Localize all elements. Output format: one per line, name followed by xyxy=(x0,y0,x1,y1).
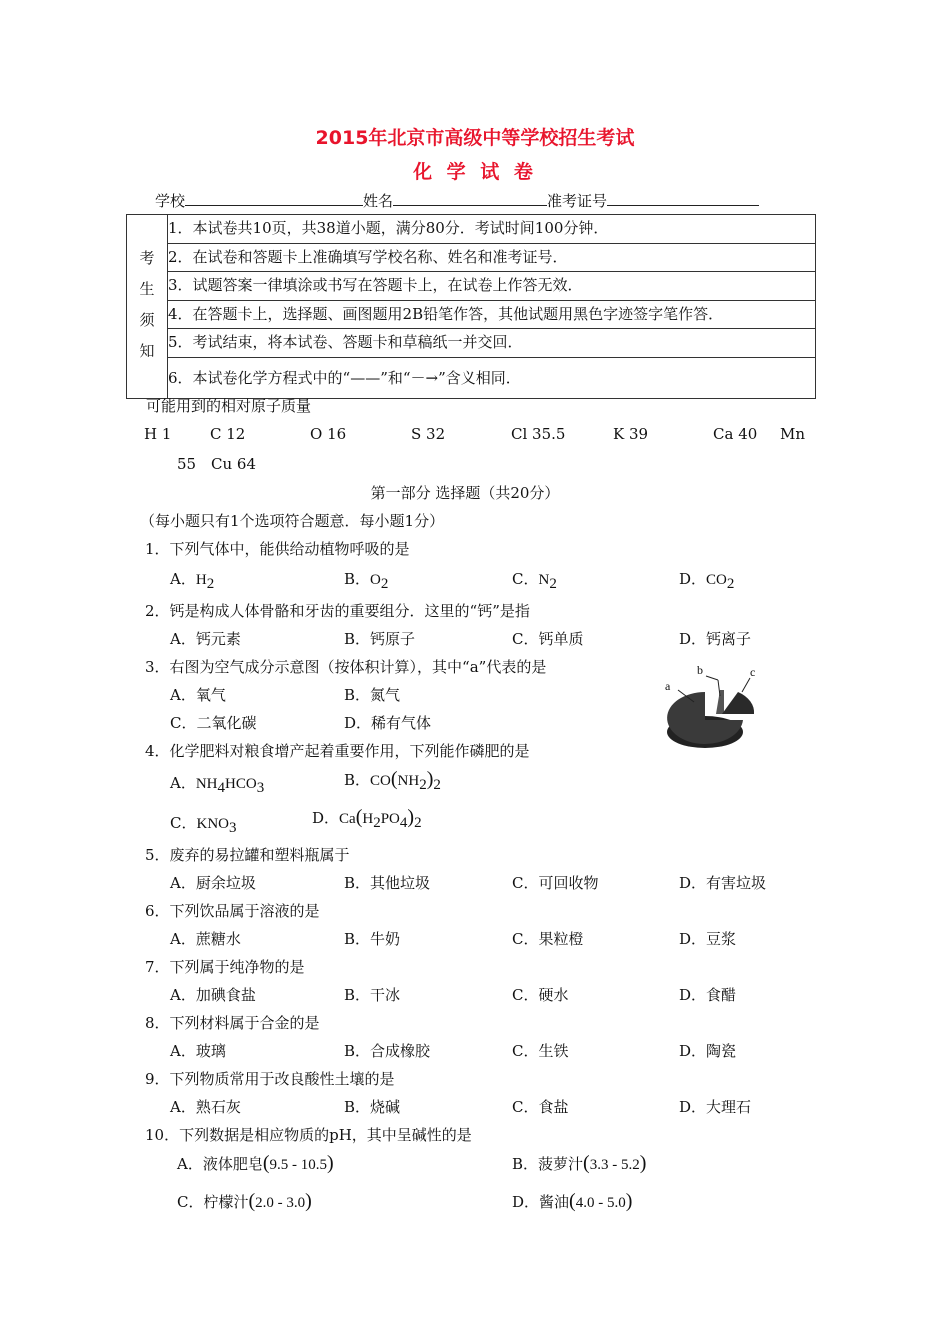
option-d[interactable]: D．陶瓷 xyxy=(679,1042,737,1060)
option-d[interactable]: D．$CO_2$ xyxy=(679,570,735,592)
part1-note: （每小题只有1个选项符合题意．每小题1分） xyxy=(140,512,445,530)
question-stem: 2．钙是构成人体骨骼和牙齿的重要组分．这里的“钙”是指 xyxy=(145,602,530,620)
school-label: 学校 xyxy=(155,192,186,210)
question-stem: 7．下列属于纯净物的是 xyxy=(145,958,305,976)
option-c[interactable]: C．食盐 xyxy=(512,1098,569,1116)
student-info-line xyxy=(155,190,759,211)
option-c[interactable]: C．生铁 xyxy=(512,1042,569,1060)
option-a[interactable]: A．钙元素 xyxy=(170,630,241,648)
notice-rule: 6．本试卷化学方程式中的“——”和“－→”含义相同． xyxy=(168,357,816,398)
atomic-mass-item: S 32 xyxy=(411,425,446,443)
option-b[interactable]: B．$O_2$ xyxy=(344,570,389,592)
question-stem: 9．下列物质常用于改良酸性土壤的是 xyxy=(145,1070,395,1088)
notice-rule: 4．在答题卡上，选择题、画图题用2B铅笔作答，其他试题用黑色字迹签字笔作答． xyxy=(168,300,816,329)
question-stem: 10．下列数据是相应物质的pH，其中呈碱性的是 xyxy=(145,1126,472,1144)
option-c[interactable]: C．钙单质 xyxy=(512,630,584,648)
pie-label-b: b xyxy=(697,663,703,677)
pie-label-c: c xyxy=(750,665,756,679)
option-c[interactable]: C．可回收物 xyxy=(512,874,599,892)
notice-rule: 2．在试卷和答题卡上准确填写学校名称、姓名和准考证号． xyxy=(168,243,816,272)
exam-subtitle: 化 学 试 卷 xyxy=(413,161,537,183)
option-c[interactable]: C．硬水 xyxy=(512,986,569,1004)
option-d[interactable]: D．豆浆 xyxy=(679,930,737,948)
notice-rule: 3．试题答案一律填涂或书写在答题卡上，在试卷上作答无效． xyxy=(168,272,816,301)
pie-slice-c xyxy=(722,692,754,714)
question-stem: 5．废弃的易拉罐和塑料瓶属于 xyxy=(145,846,350,864)
question-stem: 3．右图为空气成分示意图（按体积计算），其中“a”代表的是 xyxy=(145,658,547,676)
option-b[interactable]: B．干冰 xyxy=(344,986,401,1004)
option-c[interactable]: C．柠檬汁(2.0 - 3.0) xyxy=(177,1190,312,1212)
option-b[interactable]: B．烧碱 xyxy=(344,1098,401,1116)
school-field[interactable] xyxy=(185,191,363,206)
option-a[interactable]: A．加碘食盐 xyxy=(170,986,256,1004)
notice-side-label: 考 生 须 知 xyxy=(127,215,168,399)
atomic-mass-heading: 可能用到的相对原子质量 xyxy=(146,397,312,415)
option-d[interactable]: D．有害垃圾 xyxy=(679,874,767,892)
option-b[interactable]: B．其他垃圾 xyxy=(344,874,431,892)
option-c[interactable]: C．$N_2$ xyxy=(512,570,557,592)
atomic-mass-item: K 39 xyxy=(613,425,649,443)
notice-box xyxy=(126,214,816,399)
option-d[interactable]: D．钙离子 xyxy=(679,630,752,648)
option-b[interactable]: B．$CO(NH_2)_2$ xyxy=(344,768,441,793)
option-c[interactable]: C．$KNO_3$ xyxy=(170,814,237,836)
option-a[interactable]: A．氧气 xyxy=(170,686,226,704)
option-c[interactable]: C．果粒橙 xyxy=(512,930,584,948)
option-a[interactable]: A．$H_2$ xyxy=(170,570,215,592)
question-stem: 4．化学肥料对粮食增产起着重要作用，下列能作磷肥的是 xyxy=(145,742,530,760)
option-a[interactable]: A．液体肥皂(9.5 - 10.5) xyxy=(177,1152,334,1174)
option-a[interactable]: A．厨余垃圾 xyxy=(170,874,256,892)
option-a[interactable]: A．玻璃 xyxy=(170,1042,226,1060)
name-field[interactable] xyxy=(393,191,547,206)
part1-heading: 第一部分 选择题（共20分） xyxy=(370,484,560,502)
option-b[interactable]: B．氮气 xyxy=(344,686,401,704)
atomic-mass-item: H 1 xyxy=(144,425,172,443)
exam-id-label: 准考证号 xyxy=(547,192,608,210)
option-c[interactable]: C．二氧化碳 xyxy=(170,714,257,732)
atomic-mass-item: C 12 xyxy=(210,425,246,443)
option-d[interactable]: D．食醋 xyxy=(679,986,737,1004)
exam-title: 2015年北京市高级中等学校招生考试 xyxy=(315,127,635,149)
option-a[interactable]: A．$NH_4HCO_3$ xyxy=(170,774,265,796)
question-stem: 1．下列气体中，能供给动植物呼吸的是 xyxy=(145,540,410,558)
option-d[interactable]: D．酱油(4.0 - 5.0) xyxy=(512,1190,633,1212)
option-b[interactable]: B．钙原子 xyxy=(344,630,416,648)
atomic-mass-item: Ca 40 xyxy=(713,425,758,443)
exam-id-field[interactable] xyxy=(607,191,759,206)
option-d[interactable]: D．稀有气体 xyxy=(344,714,432,732)
atomic-mass-item: Cl 35.5 xyxy=(511,425,566,443)
atomic-mass-item: 55 xyxy=(177,455,197,473)
air-composition-pie-figure xyxy=(660,662,760,762)
option-d[interactable]: D．大理石 xyxy=(679,1098,752,1116)
option-a[interactable]: A．熟石灰 xyxy=(170,1098,241,1116)
name-label: 姓名 xyxy=(363,192,394,210)
option-b[interactable]: B．菠萝汁(3.3 - 5.2) xyxy=(512,1152,647,1174)
question-stem: 8．下列材料属于合金的是 xyxy=(145,1014,320,1032)
notice-rule: 5．考试结束，将本试卷、答题卡和草稿纸一并交回． xyxy=(168,329,816,358)
atomic-mass-item: O 16 xyxy=(310,425,347,443)
question-stem: 6．下列饮品属于溶液的是 xyxy=(145,902,320,920)
option-d[interactable]: D．$Ca(H_2PO_4)_2$ xyxy=(312,806,422,831)
atomic-mass-item: Cu 64 xyxy=(211,455,256,473)
atomic-mass-item: Mn xyxy=(780,425,806,443)
pie-label-a: a xyxy=(665,679,671,693)
option-b[interactable]: B．牛奶 xyxy=(344,930,401,948)
option-a[interactable]: A．蔗糖水 xyxy=(170,930,241,948)
notice-rule: 1．本试卷共10页，共38道小题，满分80分．考试时间100分钟． xyxy=(168,215,816,244)
option-b[interactable]: B．合成橡胶 xyxy=(344,1042,431,1060)
